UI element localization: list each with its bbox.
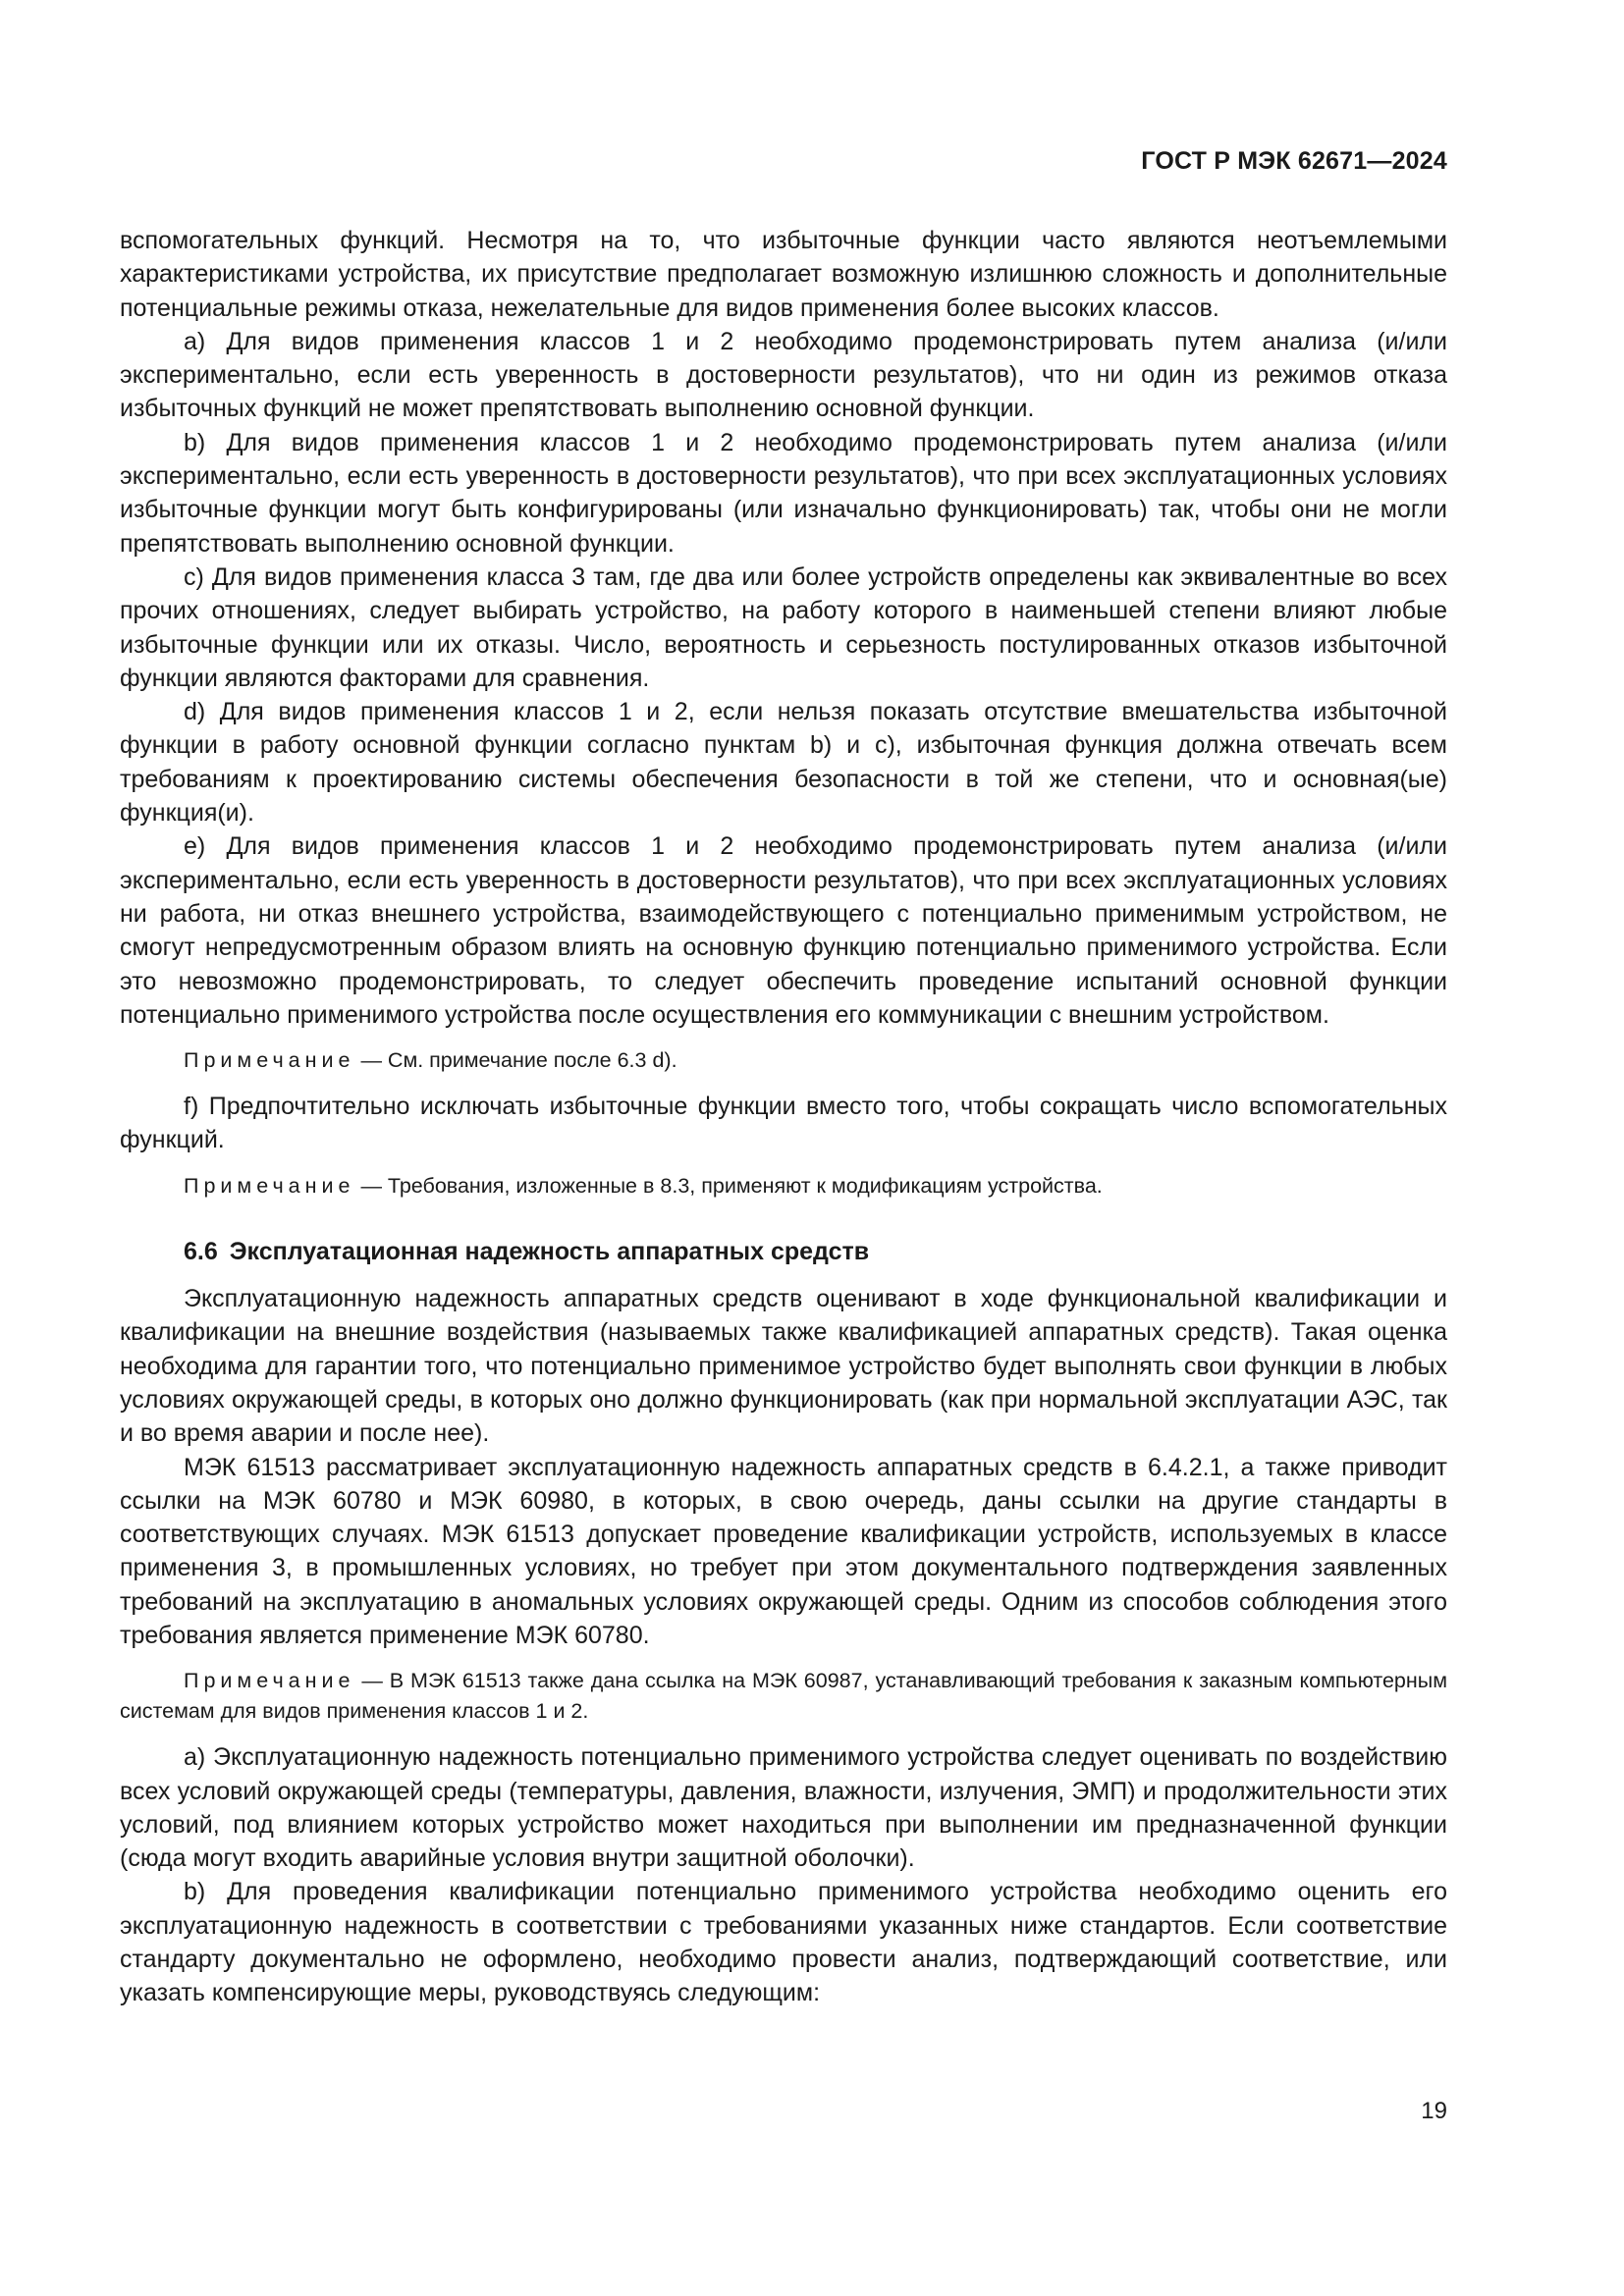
paragraph-item-c: c) Для видов применения класса 3 там, где два или более устройств определены как эквивалентные во всех прочих отношениях, следует выбирать устройство, на работу которого в наименьшей степени влияют любые избыточные функции или их отказы. Число, вероятность и серьезность постулированных отказов избыточной функции являются факторами для сравнения. [120,562,1447,692]
note-text: — Требования, изложенные в 8.3, применяют к модификациям устройства. [360,1173,1103,1198]
note-3 [120,1666,1447,1727]
note-text: — В МЭК 61513 также дана ссылка на МЭК 60987, устанавливающий требования к заказным компьютерным системам для видов применения классов 1 и 2. [120,1669,1447,1724]
section-heading [120,1235,1447,1268]
paragraph-section-1: Эксплуатационную надежность аппаратных средств оценивают в ходе функциональной квалификации и квалификации на внешние воздействия (называемых также квалификацией аппаратных средств). Такая оценка необходима для гарантии того, что потенциально применимое устройство будет выполнять свои функции в любых условиях окружающей среды, в которых оно должно функционировать (как при нормальной эксплуатации АЭС, так и во время аварии и после нее). [120,1285,1447,1448]
document-body [120,224,1447,2010]
paragraph-item-f: f) Предпочтительно исключать избыточные функции вместо того, чтобы сокращать число вспомогательных функций. [120,1093,1447,1154]
page-number: 19 [1421,2098,1447,2124]
paragraph-section-item-a: a) Эксплуатационную надежность потенциально применимого устройства следует оценивать по воздействию всех условий окружающей среды (температуры, давления, влажности, излучения, ЭМП) и продолжительности этих условий, под влиянием которых устройство может находиться при выполнении им предназначенной функции (сюда могут входить аварийные условия внутри защитной оболочки). [120,1743,1447,1873]
note-label: Примечание [184,1669,355,1693]
paragraph-item-e: e) Для видов применения классов 1 и 2 необходимо продемонстрировать путем анализа (и/или экспериментально, если есть уверенность в достоверности результатов), что при всех эксплуатационных условиях ни работа, ни отказ внешнего устройства, взаимодействующего с потенциально применимым устройством, не смогут непредусмотренным образом влиять на основную функцию потенциально применимого устройства. Если это невозможно продемонстрировать, то следует обеспечить проведение испытаний основной функции потенциально применимого устройства после осуществления его коммуникации с внешним устройством. [120,832,1447,1029]
note-label: Примечание [184,1173,355,1198]
note-text: — См. примечание после 6.3 d). [360,1048,677,1073]
note-1 [120,1045,1447,1076]
paragraph-section-2: МЭК 61513 рассматривает эксплуатационную надежность аппаратных средств в 6.4.2.1, а также приводит ссылки на МЭК 60780 и МЭК 60980, в которых, в свою очередь, даны ссылки на другие стандарты в соответствующих случаях. МЭК 61513 допускает проведение квалификации устройств, используемых в классе применения 3, в промышленных условиях, но требует при этом документального подтверждения заявленных требований на эксплуатацию в аномальных условиях окружающей среды. Одним из способов соблюдения этого требования является применение МЭК 60780. [120,1453,1447,1649]
paragraph-section-item-b: b) Для проведения квалификации потенциально применимого устройства необходимо оценить его эксплуатационную надежность в соответствии с требованиями указанных ниже стандартов. Если соответствие стандарту документально не оформлено, необходимо провести анализ, подтверждающий соответствие, или указать компенсирующие меры, руководствуясь следующим: [120,1878,1447,2007]
section-title: Эксплуатационная надежность аппаратных средств [229,1237,870,1265]
paragraph-item-d: d) Для видов применения классов 1 и 2, если нельзя показать отсутствие вмешательства избыточной функции в работу основной функции согласно пунктам b) и c), избыточная функция должна отвечать всем требованиям к проектированию системы обеспечения безопасности в той же степени, что и основная(ые) функция(и). [120,698,1447,828]
note-2 [120,1171,1447,1201]
paragraph-item-b: b) Для видов применения классов 1 и 2 необходимо продемонстрировать путем анализа (и/или экспериментально, если есть уверенность в достоверности результатов), что при всех эксплуатационных условиях избыточные функции могут быть конфигурированы (или изначально функционировать) так, чтобы они не могли препятствовать выполнению основной функции. [120,428,1447,558]
section-number: 6.6 [184,1237,218,1265]
paragraph-item-a: a) Для видов применения классов 1 и 2 необходимо продемонстрировать путем анализа (и/или экспериментально, если есть уверенность в достоверности результатов), что ни один из режимов отказа избыточных функций не может препятствовать выполнению основной функции. [120,327,1447,423]
document-header: ГОСТ Р МЭК 62671—2024 [1141,147,1447,175]
note-label: Примечание [184,1048,355,1073]
paragraph-intro: вспомогательных функций. Несмотря на то, что избыточные функции часто являются неотъемлемыми характеристиками устройства, их присутствие предполагает возможную излишнюю сложность и дополнительные потенциальные режимы отказа, нежелательные для видов применения более высоких классов. [120,227,1447,322]
